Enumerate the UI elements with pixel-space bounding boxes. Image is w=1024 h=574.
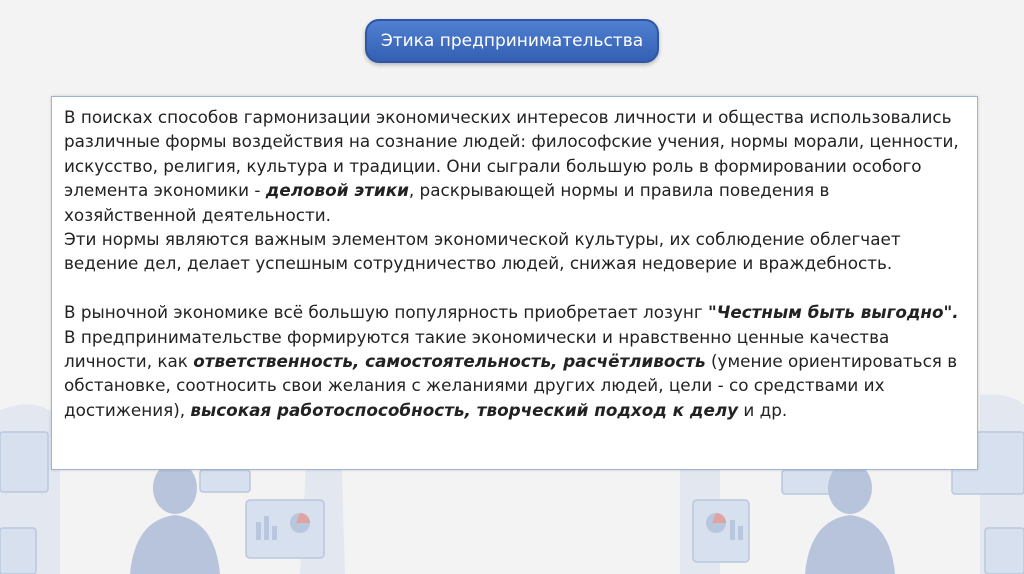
paragraph-3: В рыночной экономике всё большую популярность приобретает лозунг "Честным быть выгодно". [64,302,959,323]
emphasis-work-capacity: высокая работоспособность, творческий подход к делу [190,399,739,420]
slide-title: Этика предпринимательства [365,19,659,63]
emphasis-qualities: ответственность, самостоятельность, расчётливость [193,351,706,372]
content-box [51,96,978,470]
emphasis-slogan: "Честным быть выгодно". [708,302,959,323]
paragraph-2: Эти нормы являются важным элементом экономической культуры, их соблюдение облегчает ведение дел, делает успешным сотрудничество людей, снижая недоверие и враждебность. [64,229,901,274]
paragraph-4: В предпринимательстве формируются такие экономически и нравственно ценные качества личности, как ответственность, самостоятельность, расчётливость (умение ориентироваться в обстановке, соотносить свои желания с желаниями других людей, цели - со средствами их достижения), высокая работоспособность, творческий подход к делу и др. [64,326,958,420]
paragraph-1: В поисках способов гармонизации экономических интересов личности и общества использовались различные формы воздействия на сознание людей: философские учения, нормы морали, ценности, искусство, религия, культура и традиции. Они сыграли большую роль в формировании особого элемента экономики - деловой этики, раскрывающей нормы и правила поведения в хозяйственной деятельности. [64,107,959,225]
emphasis-business-ethics: деловой этики [265,180,409,201]
paragraph-gap [64,276,965,300]
